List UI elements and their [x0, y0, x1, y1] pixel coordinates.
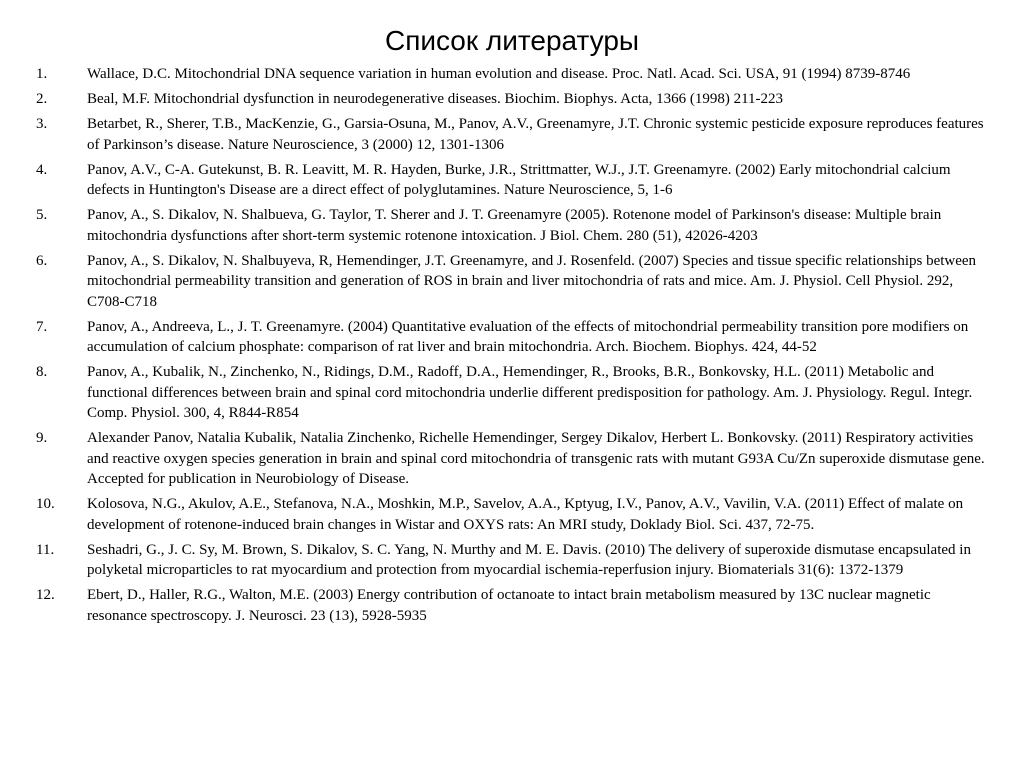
reference-item — [0, 362, 1024, 424]
reference-number: 4. — [36, 161, 48, 178]
reference-text: Betarbet, R., Sherer, T.B., MacKenzie, G., Garsia-Osuna, M., Panov, A.V., Greenamyre, J.T. Chronic systemic pesticide exposure reproduces features of Parkinson’s disease. Nature Neuroscience, 3 (2000) 12, 1301-1306 — [87, 116, 984, 153]
reference-number: 10. — [36, 496, 55, 512]
reference-text: Alexander Panov, Natalia Kubalik, Natalia Zinchenko, Richelle Hemendinger, Sergey Dikalov, Herbert L. Bonkovsky. (2011) Respiratory activities and reactive oxygen species generation in brain and spinal cord mitochondria of transgenic rats with mutant G93A Cu/Zn superoxide dismutase gene. Accepted for publication in Neurobiology of Disease. — [87, 430, 985, 487]
reference-item — [0, 205, 1024, 246]
reference-item — [0, 160, 1024, 201]
reference-text: Panov, A., S. Dikalov, N. Shalbuyeva, R, Hemendinger, J.T. Greenamyre, and J. Rosenfeld. (2007) Species and tissue specific relationships between mitochondrial permeability transition and generation of ROS in brain and liver mitochondria of rats and mice. Am. J. Physiol. Cell Physiol. 292, C708-C718 — [87, 252, 977, 310]
page-title: Список литературы — [384, 25, 640, 56]
reference-item — [0, 428, 1024, 490]
reference-item — [0, 114, 1024, 155]
reference-text: Panov, A.V., C-A. Gutekunst, B. R. Leavitt, M. R. Hayden, Burke, J.R., Strittmatter, W.J., J.T. Greenamyre. (2002) Early mitochondrial calcium defects in Huntington's Disease are a direct effect of polyglutamines. Nature Neuroscience, 5, 1-6 — [87, 161, 951, 198]
reference-text: Kolosova, N.G., Akulov, A.E., Stefanova, N.A., Moshkin, M.P., Savelov, A.A., Kptyug, I.V., Panov, A.V., Vavilin, V.A. (2011) Effect of malate on development of rotenone-induced brain changes in Wistar and OXYS rats: An MRI study, Doklady Biol. Sci. 437, 72-75. — [87, 496, 964, 533]
reference-number: 11. — [36, 541, 55, 558]
reference-number: 8. — [36, 364, 48, 380]
reference-item — [0, 64, 1024, 85]
reference-number: 6. — [36, 252, 48, 269]
reference-number: 2. — [36, 91, 48, 107]
reference-number: 3. — [36, 116, 48, 132]
reference-number: 1. — [36, 66, 48, 82]
reference-text: Panov, A., Kubalik, N., Zinchenko, N., Ridings, D.M., Radoff, D.A., Hemendinger, R., Brooks, B.R., Bonkovsky, H.L. (2011) Metabolic and functional differences between brain and spinal cord mitochondria underlie different predisposition for pathology. Am. J. Physiology. Regul. Integr. Comp. Physiol. 300, 4, R844-R854 — [87, 364, 973, 421]
reference-text: Wallace, D.C. Mitochondrial DNA sequence variation in human evolution and disease. Proc. Natl. Acad. Sci. USA, 91 (1994) 8739-8746 — [87, 66, 911, 82]
reference-list — [0, 64, 1024, 631]
reference-number: 7. — [36, 318, 48, 335]
reference-item — [0, 494, 1024, 535]
reference-number: 12. — [36, 587, 55, 603]
reference-item — [0, 540, 1024, 581]
reference-item — [0, 251, 1024, 313]
reference-text: Ebert, D., Haller, R.G., Walton, M.E. (2003) Energy contribution of octanoate to intact brain metabolism measured by 13C nuclear magnetic resonance spectroscopy. J. Neurosci. 23 (13), 5928-5935 — [87, 587, 931, 624]
reference-number: 9. — [36, 430, 48, 446]
reference-text: Seshadri, G., J. C. Sy, M. Brown, S. Dikalov, S. C. Yang, N. Murthy and M. E. Davis. (2010) The delivery of superoxide dismutase encapsulated in polyketal microparticles to rat myocardium and protection from myocardial ischemia-reperfusion injury. Biomaterials 31(6): 1372-1379 — [87, 541, 971, 578]
reference-number: 5. — [36, 207, 48, 223]
reference-text: Beal, M.F. Mitochondrial dysfunction in neurodegenerative diseases. Biochim. Biophys. Acta, 1366 (1998) 211-223 — [87, 91, 784, 107]
reference-item — [0, 585, 1024, 626]
reference-text: Panov, A., Andreeva, L., J. T. Greenamyre. (2004) Quantitative evaluation of the effects of mitochondrial permeability transition pore modifiers on accumulation of calcium phosphate: comparison of rat liver and brain mitochondria. Arch. Biochem. Biophys. 424, 44-52 — [87, 318, 969, 355]
reference-text: Panov, A., S. Dikalov, N. Shalbueva, G. Taylor, T. Sherer and J. T. Greenamyre (2005). Rotenone model of Parkinson's disease: Multiple brain mitochondria dysfunctions after short-term systemic rotenone intoxication. J Biol. Chem. 280 (51), 42026-4203 — [87, 207, 942, 244]
reference-item — [0, 317, 1024, 358]
reference-item — [0, 89, 1024, 110]
